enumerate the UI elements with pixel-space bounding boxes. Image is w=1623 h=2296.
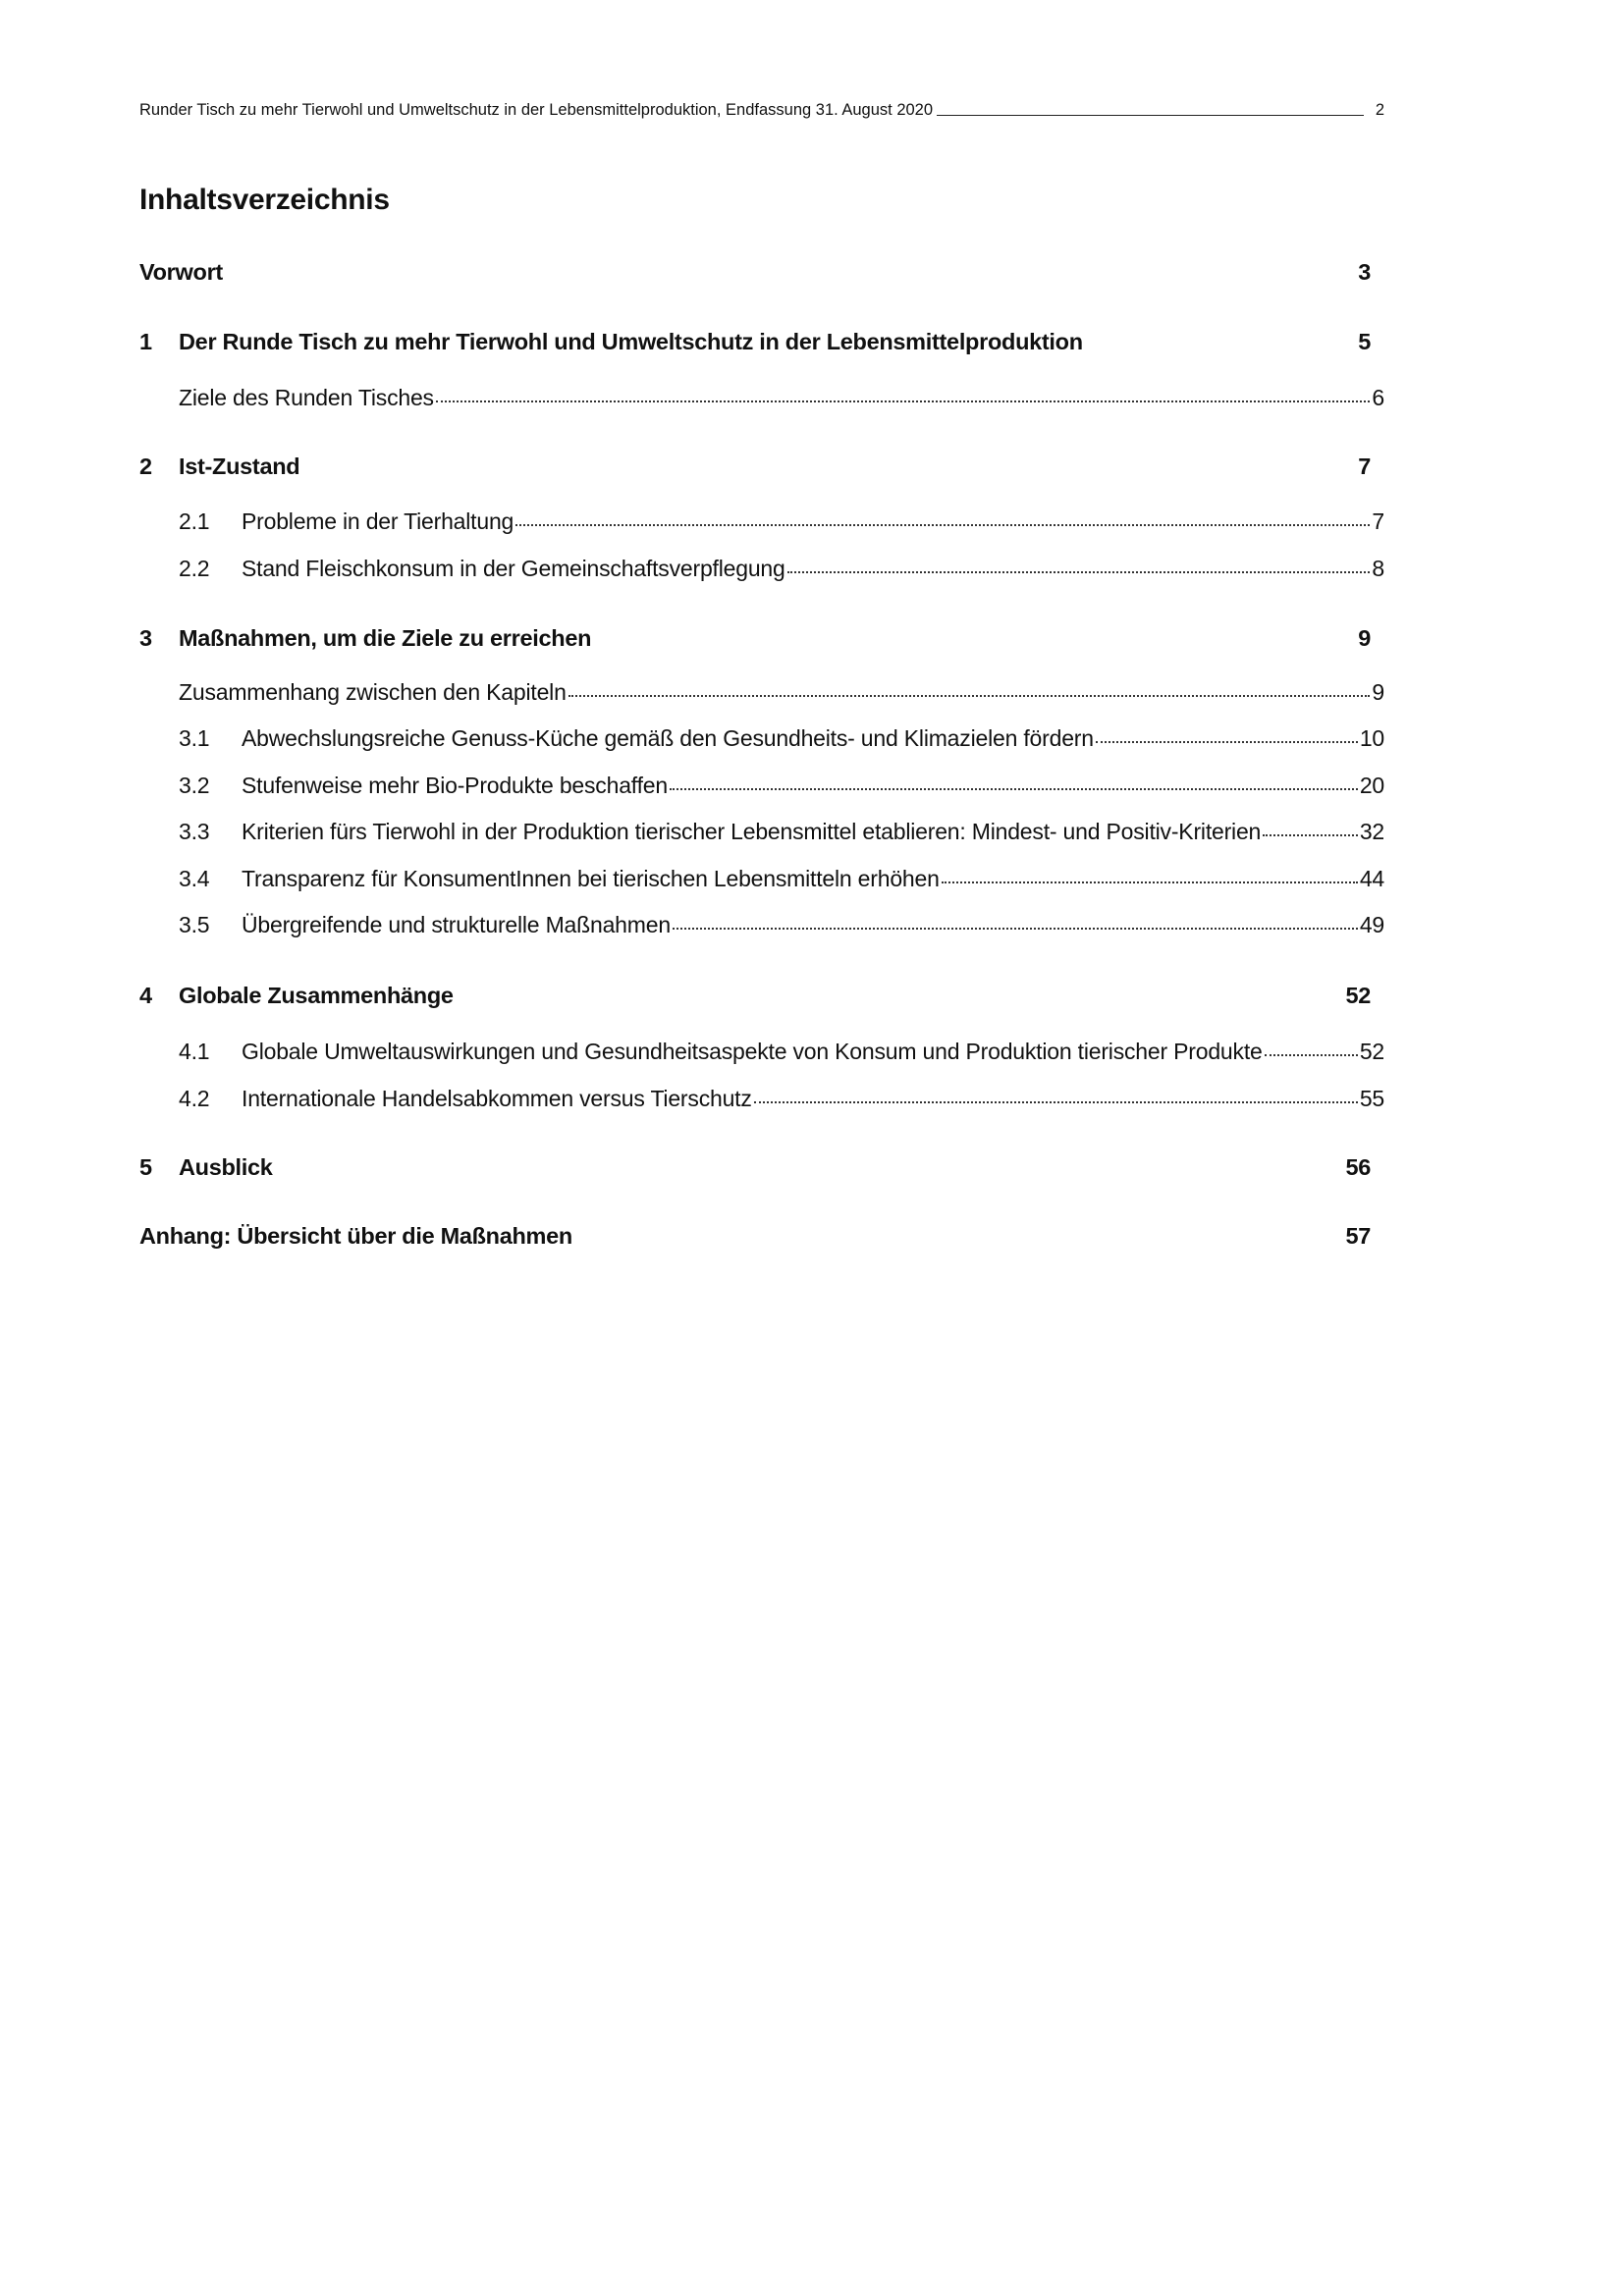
toc-dot-leader [673, 928, 1358, 930]
toc-entry-title: Anhang: Übersicht über die Maßnahmen [139, 1223, 572, 1249]
toc-entry-title: Ziele des Runden Tisches [179, 385, 434, 410]
toc-entry-3-1[interactable] [179, 725, 1384, 752]
toc-dot-leader [754, 1101, 1358, 1103]
toc-entry-chapter-5[interactable] [139, 1154, 1371, 1181]
toc-dot-leader [436, 400, 1371, 402]
toc-entry-title: Kriterien fürs Tierwohl in der Produktion tierischer Lebensmittel etablieren: Mindest- und Positiv-Kriterien [242, 819, 1262, 844]
toc-entry-page: 10 [1359, 725, 1384, 751]
header-title: Runder Tisch zu mehr Tierwohl und Umweltschutz in der Lebensmittelproduktion, Endfassung 31. August 2020 [139, 100, 934, 119]
toc-entry-title: Probleme in der Tierhaltung [242, 508, 514, 534]
toc-entry-number: 3.2 [179, 773, 210, 798]
toc-entry-number: 2 [139, 454, 152, 479]
toc-entry-page: 6 [1372, 385, 1384, 410]
toc-entry-ziele[interactable] [179, 385, 1384, 411]
toc-entry-title: Stand Fleischkonsum in der Gemeinschaftsverpflegung [242, 556, 785, 581]
toc-entry-title: Abwechslungsreiche Genuss-Küche gemäß den Gesundheits- und Klimazielen fördern [242, 725, 1094, 751]
toc-entry-3-2[interactable] [179, 773, 1384, 799]
toc-entry-number: 4 [139, 983, 152, 1008]
toc-dot-leader [787, 571, 1371, 573]
toc-entry-page: 52 [1345, 983, 1371, 1008]
toc-entry-title: Internationale Handelsabkommen versus Tierschutz [242, 1086, 752, 1111]
toc-entry-number: 5 [139, 1154, 152, 1180]
toc-dot-leader [670, 788, 1358, 790]
toc-entry-number: 3 [139, 625, 152, 651]
toc-entry-page: 7 [1358, 454, 1371, 479]
toc-dot-leader [942, 881, 1358, 883]
toc-entry-number: 4.2 [179, 1086, 210, 1111]
toc-entry-vorwort[interactable] [139, 259, 1371, 286]
toc-dot-leader [568, 695, 1371, 697]
toc-entry-page: 44 [1359, 866, 1384, 891]
toc-entry-page: 56 [1345, 1154, 1371, 1180]
toc-entry-title: Stufenweise mehr Bio-Produkte beschaffen [242, 773, 668, 798]
toc-entry-number: 3.5 [179, 912, 210, 937]
header-page-number: 2 [1375, 100, 1384, 119]
toc-entry-2-2[interactable] [179, 556, 1384, 582]
toc-dot-leader [515, 524, 1370, 526]
toc-entry-page: 20 [1359, 773, 1384, 798]
toc-entry-4-2[interactable] [179, 1086, 1384, 1112]
toc-entry-page: 7 [1372, 508, 1384, 534]
toc-entry-number: 1 [139, 329, 152, 354]
toc-entry-chapter-4[interactable] [139, 983, 1371, 1009]
toc-entry-title: Transparenz für KonsumentInnen bei tierischen Lebensmitteln erhöhen [242, 866, 940, 891]
page-header [139, 92, 1384, 118]
toc-entry-page: 57 [1345, 1223, 1371, 1249]
toc-entry-page: 49 [1359, 912, 1384, 937]
toc-dot-leader [1263, 834, 1358, 836]
toc-entry-page: 32 [1359, 819, 1384, 844]
toc-entry-page: 5 [1358, 329, 1371, 354]
toc-dot-leader [1096, 741, 1358, 743]
toc-entry-page: 9 [1358, 625, 1371, 651]
toc-entry-chapter-2[interactable] [139, 454, 1371, 480]
toc-entry-title: Der Runde Tisch zu mehr Tierwohl und Umweltschutz in der Lebensmittelproduktion [179, 329, 1083, 354]
toc-dot-leader [1265, 1054, 1358, 1056]
toc-entry-3-3[interactable] [179, 819, 1384, 845]
toc-entry-title: Ist-Zustand [179, 454, 300, 479]
toc-entry-chapter-1[interactable] [139, 329, 1371, 355]
toc-entry-2-1[interactable] [179, 508, 1384, 535]
toc-entry-number: 2.1 [179, 508, 210, 534]
toc-entry-number: 2.2 [179, 556, 210, 581]
toc-entry-title: Globale Zusammenhänge [179, 983, 454, 1008]
toc-entry-3-5[interactable] [179, 912, 1384, 938]
toc-entry-title: Globale Umweltauswirkungen und Gesundheitsaspekte von Konsum und Produktion tierischer Produkte [242, 1039, 1263, 1064]
toc-entry-title: Maßnahmen, um die Ziele zu erreichen [179, 625, 592, 651]
toc-entry-number: 3.3 [179, 819, 210, 844]
toc-entry-page: 9 [1372, 679, 1384, 705]
toc-entry-title: Vorwort [139, 259, 223, 285]
toc-entry-number: 3.4 [179, 866, 210, 891]
toc-entry-title: Übergreifende und strukturelle Maßnahmen [242, 912, 671, 937]
toc-entry-page: 52 [1359, 1039, 1384, 1064]
toc-heading: Inhaltsverzeichnis [139, 184, 390, 216]
toc-entry-chapter-3[interactable] [139, 625, 1371, 652]
toc-entry-number: 4.1 [179, 1039, 210, 1064]
toc-entry-page: 55 [1359, 1086, 1384, 1111]
toc-entry-zusammenhang[interactable] [179, 679, 1384, 706]
toc-entry-anhang[interactable] [139, 1223, 1371, 1250]
toc-entry-3-4[interactable] [179, 866, 1384, 892]
toc-entry-page: 3 [1358, 259, 1371, 285]
toc-entry-number: 3.1 [179, 725, 210, 751]
header-rule [937, 115, 1364, 116]
toc-entry-title: Zusammenhang zwischen den Kapiteln [179, 679, 567, 705]
toc-entry-4-1[interactable] [179, 1039, 1384, 1065]
toc-entry-page: 8 [1372, 556, 1384, 581]
toc-entry-title: Ausblick [179, 1154, 273, 1180]
